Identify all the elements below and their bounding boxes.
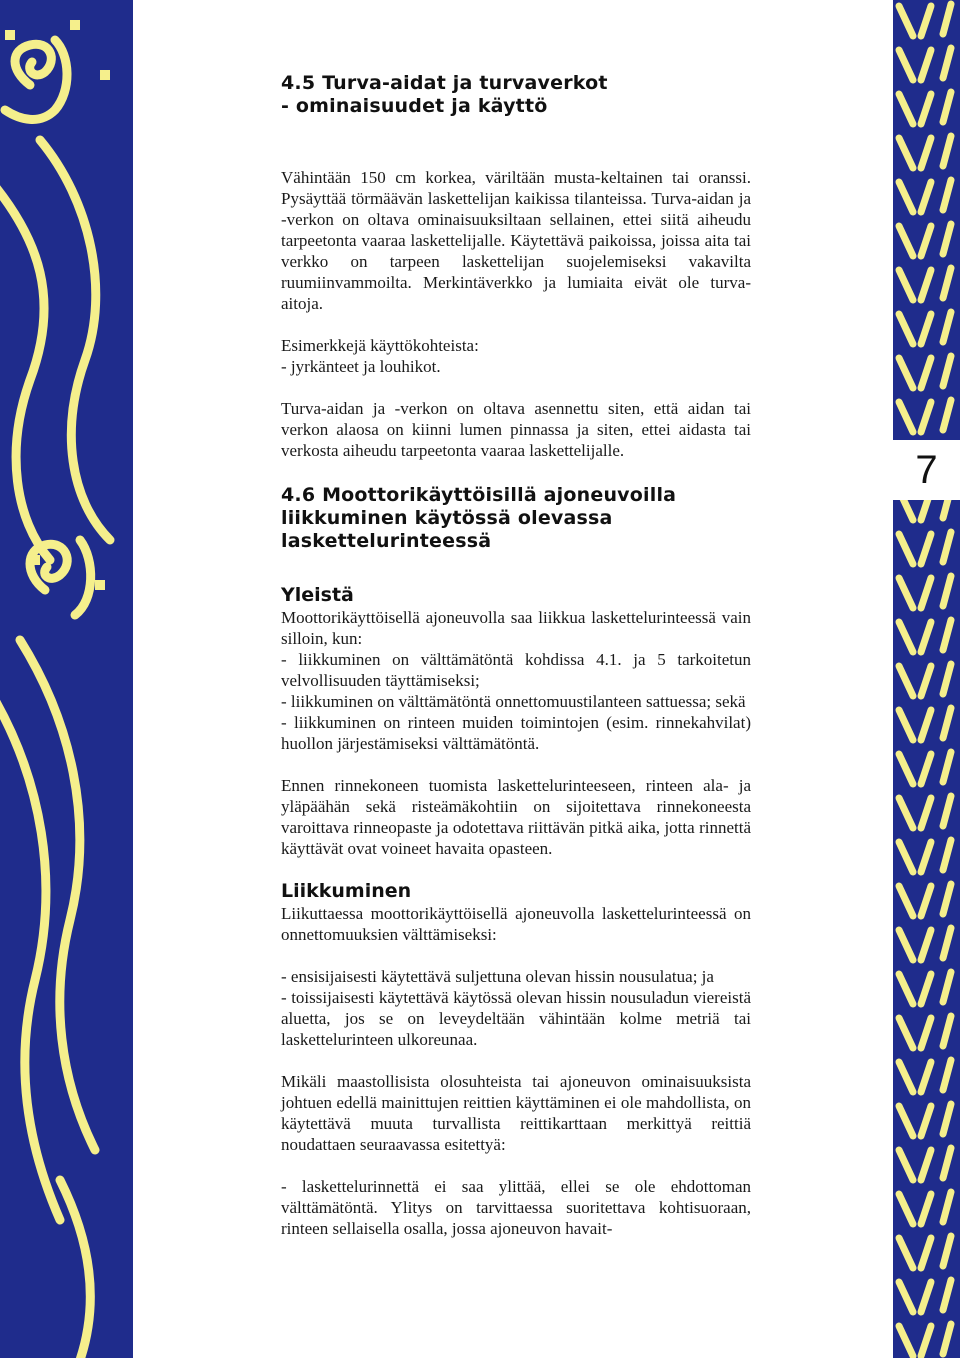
right-decorative-band	[893, 0, 960, 1358]
paragraph: Mikäli maastollisista olosuhteista tai ajoneuvon ominaisuuksista johtuen edellä mainittujen reittien käyttäminen ei ole mahdollista, on käytettävä muuta turvallista reittikarttaan merkittyä reittiä noudattaen seuraavassa esitettyä:	[281, 1072, 751, 1154]
paragraph: Vähintään 150 cm korkea, väriltään musta-keltainen tai oranssi. Pysäyttää törmäävän laskettelijan kaikissa tilanteissa. Turva-aidan ja -verkon on oltava ominaisuuksiltaan sellainen, ettei siitä aiheudu tarpeetonta vaaraa laskettelijalle. Käytettävä paikoissa, joissa aita tai verkko on tarpeen laskettelijan suojelemiseksi vakavilta ruumiinvammoilta. Merkintäverkko ja lumiaita eivät ole turva-aitoja.	[281, 168, 751, 313]
paragraph: Ennen rinnekoneen tuomista laskettelurinteeseen, rinteen ala- ja yläpäähän sekä risteämäkohtiin on sijoitettava rinnekoneesta varoittava rinneopaste ja odotettava riittävän pitkä aika, jotta rinnettä käyttävät ovat voineet havaita opasteen.	[281, 776, 751, 858]
list-item: - ensisijaisesti käytettävä suljettuna olevan hissin nousulatua; ja	[281, 967, 714, 986]
examples-title: Esimerkkejä käyttökohteista:	[281, 336, 479, 355]
document-body	[281, 72, 751, 1239]
subheading-general: Yleistä	[281, 584, 354, 606]
section-heading-4-5	[281, 72, 751, 118]
list-item: - liikkuminen on välttämätöntä onnettomuustilanteen sattuessa; sekä	[281, 692, 746, 711]
list-item: - toissijaisesti käytettävä käytössä olevan hissin nousuladun viereistä aluetta, jos se on leveydeltään vähintään kolme metriä tai laskettelurinteen ulkoreunaa.	[281, 988, 751, 1049]
paragraph: Moottorikäyttöisellä ajoneuvolla saa liikkua laskettelurinteessä vain silloin, kun:	[281, 608, 751, 648]
list-item: - liikkuminen on rinteen muiden toimintojen (esim. rinnekahvilat) huollon järjestämiseksi välttämätöntä.	[281, 713, 751, 753]
slash-pattern-icon	[893, 0, 960, 1358]
heading-line: - ominaisuudet ja käyttö	[281, 95, 548, 117]
heading-line: laskettelurinteessä	[281, 530, 492, 552]
section-heading-4-6	[281, 484, 751, 553]
heading-line: 4.5 Turva-aidat ja turvaverkot	[281, 72, 608, 94]
page-number: 7	[893, 440, 960, 500]
paragraph: Liikuttaessa moottorikäyttöisellä ajoneuvolla laskettelurinteessä on onnettomuuksien välttämiseksi:	[281, 904, 751, 944]
list-item: - laskettelurinnettä ei saa ylittää, ellei se ole ehdottoman välttämätöntä. Ylitys on tarvittaessa suoritettava kohtisuoraan, rinteen sellaisella osalla, jossa ajoneuvon havait-	[281, 1177, 751, 1238]
list-item: - liikkuminen on välttämätöntä kohdissa 4.1. ja 5 tarkoitetun velvollisuuden täyttämiseksi;	[281, 650, 751, 690]
heading-line: liikkuminen käytössä olevassa	[281, 507, 613, 529]
examples-item: - jyrkänteet ja louhikot.	[281, 357, 441, 376]
left-decorative-band	[0, 0, 133, 1358]
subheading-movement: Liikkuminen	[281, 880, 412, 902]
paragraph: Turva-aidan ja -verkon on oltava asennettu siten, että aidan tai verkon alaosa on kiinni lumen pinnassa ja siten, ettei aidasta tai verkosta aiheudu tarpeetonta vaaraa laskettelijalle.	[281, 399, 751, 460]
heading-line: 4.6 Moottorikäyttöisillä ajoneuvoilla	[281, 484, 677, 506]
swirl-ornament-icon	[0, 0, 133, 1358]
